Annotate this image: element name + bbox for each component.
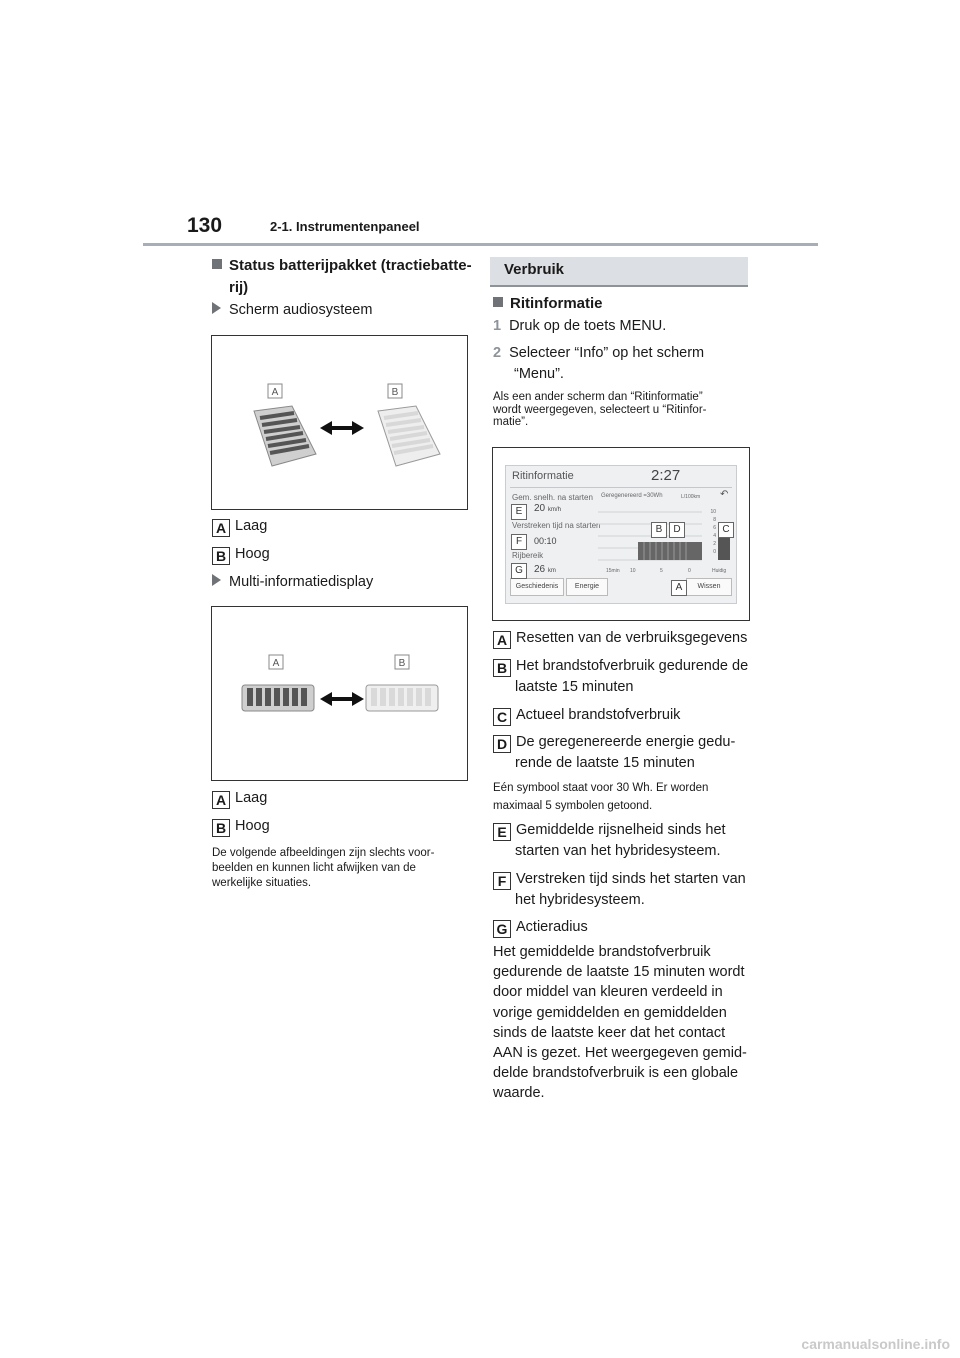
legend-item-b: B Hoog	[212, 544, 270, 565]
back-icon: ↶	[720, 489, 729, 500]
battery-level-illustration	[212, 336, 467, 509]
avg-speed-label: Gem. snelh. na starten	[512, 493, 593, 502]
figure-trip-info-screen	[492, 447, 750, 621]
fig-tag-b-text: B	[391, 387, 399, 398]
battery-bar-high-icon	[366, 685, 438, 711]
legend-item-e: E Gemiddelde rijsnelheid sinds het starten van het hybridesysteem.	[493, 820, 726, 862]
letter-badge: D	[493, 735, 511, 753]
avg-speed-value: 20 km/h	[534, 503, 561, 514]
tag-g: G	[511, 563, 527, 579]
step-1: 1 Druk op de toets MENU.	[493, 318, 667, 334]
watermark: carmanualsonline.info	[801, 1336, 950, 1352]
subheading-multi-info: Multi-informatiedisplay	[212, 572, 373, 593]
triangle-bullet-icon	[212, 302, 221, 314]
screen-display	[505, 465, 737, 604]
regen-label: Geregenereerd =30Wh	[601, 493, 663, 499]
triangle-bullet-icon	[212, 574, 221, 586]
legend-item-f: F Verstreken tijd sinds het starten van het hybridesysteem.	[493, 869, 746, 911]
square-bullet-icon	[212, 259, 222, 269]
x-tick-0: 0	[688, 568, 691, 574]
tag-c: C	[718, 522, 734, 538]
section-title-battery: Status batterijpakket (tractiebatte- rij)	[212, 255, 472, 299]
y-ticks: 10 8 6 4 2 0	[710, 509, 716, 555]
x-tick-10: 10	[630, 568, 636, 574]
figure-mid-battery	[211, 606, 468, 781]
now-label: Huidig	[712, 568, 727, 574]
energy-button[interactable]: Energie	[566, 578, 608, 596]
note-disclaimer: De volgende afbeeldingen zijn slechts voor- beelden en kunnen licht afwijken van de werkelijke situaties.	[212, 847, 435, 889]
figure-audio-battery	[211, 335, 468, 510]
letter-badge: B	[212, 819, 230, 837]
tag-e: E	[511, 504, 527, 520]
chapter-title: 2-1. Instrumentenpaneel	[270, 219, 420, 234]
legend-item-c: C Actueel brandstofverbruik	[493, 705, 680, 726]
legend-item-g: G Actieradius	[493, 917, 588, 938]
header-rule	[143, 243, 818, 246]
legend-item-a: A Resetten van de verbruiksgegevens	[493, 628, 747, 649]
svg-text:B: B	[398, 658, 406, 669]
elapsed-value: 00:10	[534, 536, 557, 546]
battery-bar-illustration	[212, 607, 467, 780]
subheading-trip-info: Ritinformatie	[493, 293, 603, 315]
tag-f: F	[511, 534, 527, 550]
double-arrow-icon	[320, 421, 364, 435]
legend-item-b: B Het brandstofverbruik gedurende de laatste 15 minuten	[493, 656, 748, 698]
legend2-item-a: A Laag	[212, 788, 267, 809]
note-other-screen: Als een ander scherm dan “Ritinformatie” wordt weergegeven, selecteert u “Ritinfor- matie”.	[493, 391, 707, 428]
subheading-audio-screen: Scherm audiosysteem	[212, 300, 372, 321]
legend-item-a: A Laag	[212, 516, 267, 537]
double-arrow-icon	[320, 692, 364, 706]
svg-text:A: A	[272, 658, 280, 669]
x-tick-15: 15min	[606, 568, 620, 574]
letter-badge: A	[212, 519, 230, 537]
range-label: Rijbereik	[512, 551, 544, 560]
range-value: 26 km	[534, 564, 556, 575]
section-header-verbruik: Verbruik	[490, 257, 748, 287]
screen-clock: 2:27	[651, 467, 681, 484]
battery-bar-low-icon	[242, 685, 314, 711]
letter-badge: A	[212, 791, 230, 809]
battery-high-icon	[378, 406, 440, 466]
letter-badge: C	[493, 708, 511, 726]
history-button[interactable]: Geschiedenis	[510, 578, 564, 596]
tag-a: A	[671, 580, 687, 596]
consumption-unit: L/100km	[681, 494, 701, 500]
elapsed-label: Verstreken tijd na starten	[512, 521, 601, 530]
screen-title: Ritinformatie	[512, 470, 574, 482]
letter-badge: F	[493, 872, 511, 890]
legend2-item-b: B Hoog	[212, 816, 270, 837]
tag-d: D	[669, 522, 685, 538]
letter-badge: G	[493, 920, 511, 938]
tag-b: B	[651, 522, 667, 538]
legend-item-d: D De geregenereerde energie gedu- rende de laatste 15 minuten	[493, 732, 735, 774]
letter-badge: B	[493, 659, 511, 677]
step-2: 2 Selecteer “Info” op het scherm “Menu”.	[493, 345, 705, 382]
note-symbols: Eén symbool staat voor 30 Wh. Er worden maximaal 5 symbolen getoond.	[493, 782, 709, 812]
paragraph-average-consumption: Het gemiddelde brandstofverbruik gedurende de laatste 15 minuten wordt door middel van kleuren verdeeld in vorige gemiddelden en gemiddelden sinds de laatste keer dat het contact AAN is gezet. Het weergegeven gemid- delde brandstofverbruik is een globale waarde.	[493, 944, 747, 1102]
letter-badge: E	[493, 823, 511, 841]
x-tick-5: 5	[660, 568, 663, 574]
fig-tag-a-text: A	[271, 387, 279, 398]
clear-button[interactable]: Wissen	[686, 578, 732, 596]
letter-badge: B	[212, 547, 230, 565]
square-bullet-icon	[493, 297, 503, 307]
page-number: 130	[187, 214, 223, 237]
battery-low-icon	[254, 406, 316, 466]
letter-badge: A	[493, 631, 511, 649]
